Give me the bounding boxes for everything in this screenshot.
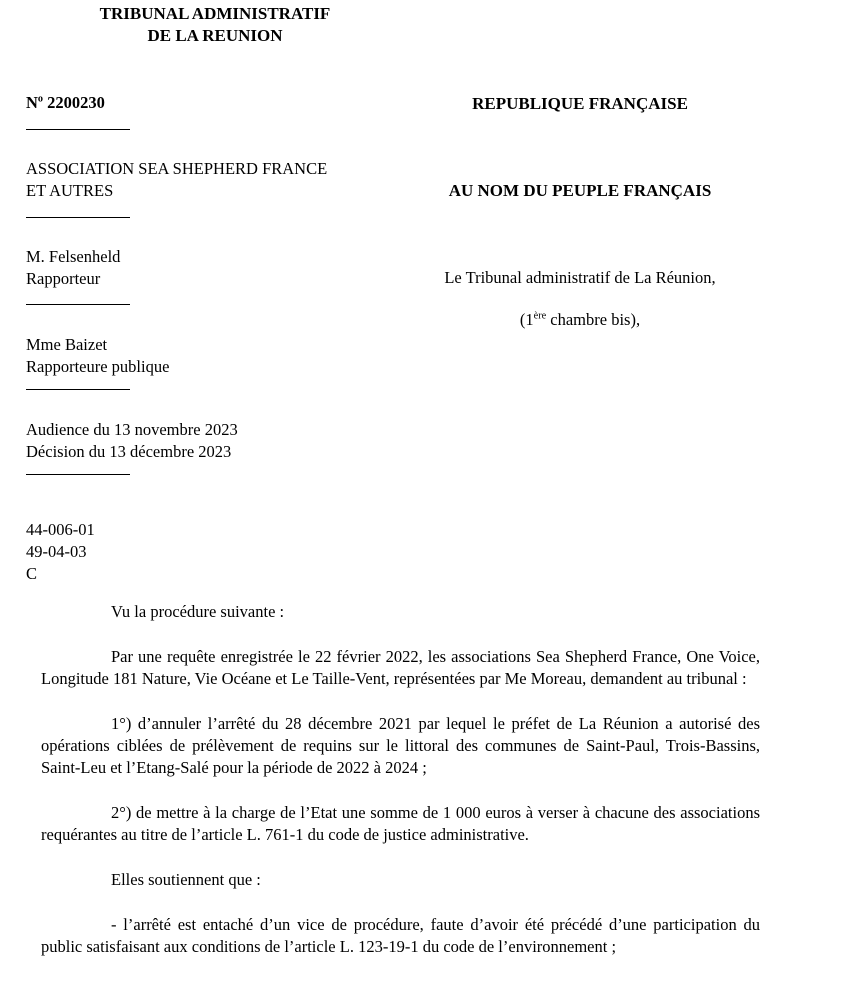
rapporteure-publique-name: Mme Baizet <box>26 335 108 354</box>
parties-name-line2: ET AUTRES <box>26 181 114 200</box>
republic-heading: REPUBLIQUE FRANÇAISE <box>472 94 688 113</box>
parties-name-line1: ASSOCIATION SEA SHEPHERD FRANCE <box>26 159 328 178</box>
rapporteure-publique-block <box>26 334 404 378</box>
rapporteur-name: M. Felsenheld <box>26 247 121 266</box>
chamber-suffix: chambre bis), <box>546 310 641 329</box>
paragraph-moyen-1: - l’arrêté est entaché d’un vice de procédure, faute d’avoir été précédé d’une participation du public satisfaisant aux conditions de l’article L. 123-19-1 du code de l’environnement ; <box>41 915 760 956</box>
procedure-heading: Vu la procédure suivante : <box>111 602 285 621</box>
tribunal-line: Le Tribunal administratif de La Réunion, <box>444 268 716 287</box>
separator-line-1 <box>26 129 130 130</box>
separator-line-4 <box>26 389 130 390</box>
dates-block <box>26 419 404 463</box>
classification-code: 44-006-01 <box>26 520 95 539</box>
separator-line-3 <box>26 304 130 305</box>
court-name-line1: TRIBUNAL ADMINISTRATIF <box>99 4 331 23</box>
paragraph-demand-2: 2°) de mettre à la charge de l’Etat une somme de 1 000 euros à verser à chacune des associations requérantes au titre de l’article L. 761-1 du code de justice administrative. <box>41 803 760 844</box>
case-number-ordinal: o <box>37 93 44 105</box>
decision-date: Décision du 13 décembre 2023 <box>26 442 232 461</box>
chamber-line <box>400 309 760 331</box>
parties-block <box>26 158 404 202</box>
separator-line-5 <box>26 474 130 475</box>
chamber-prefix: (1 <box>519 310 534 329</box>
separator-line-2 <box>26 217 130 218</box>
rapporteur-title: Rapporteur <box>26 269 101 288</box>
case-number <box>26 92 404 114</box>
in-the-name-heading: AU NOM DU PEUPLE FRANÇAIS <box>448 181 712 200</box>
rapporteur-block <box>26 246 404 290</box>
classification-code: C <box>26 564 38 583</box>
paragraph-soutiennent: Elles soutiennent que : <box>111 870 261 889</box>
case-number-value: 2200230 <box>43 93 105 112</box>
classification-code: 49-04-03 <box>26 542 87 561</box>
classification-codes <box>26 519 404 585</box>
case-number-prefix: N <box>26 93 38 112</box>
paragraph-demand-1: 1°) d’annuler l’arrêté du 28 décembre 2021 par lequel le préfet de La Réunion a autorisé des opérations ciblées de prélèvement de requins sur le littoral des communes de Saint-Paul, Trois-Bassins, Saint-Leu et l’Etang-Salé pour la période de 2022 à 2024 ; <box>41 714 760 777</box>
paragraph-requete: Par une requête enregistrée le 22 février 2022, les associations Sea Shepherd France, One Voice, Longitude 181 Nature, Vie Océane et Le Taille-Vent, représentées par Me Moreau, demandent au tribunal : <box>41 647 760 688</box>
audience-date: Audience du 13 novembre 2023 <box>26 420 238 439</box>
court-header <box>26 3 404 47</box>
rapporteure-publique-title: Rapporteure publique <box>26 357 170 376</box>
chamber-ordinal: ère <box>533 310 547 322</box>
decision-body <box>41 601 760 981</box>
court-name-line2: DE LA REUNION <box>147 26 283 45</box>
